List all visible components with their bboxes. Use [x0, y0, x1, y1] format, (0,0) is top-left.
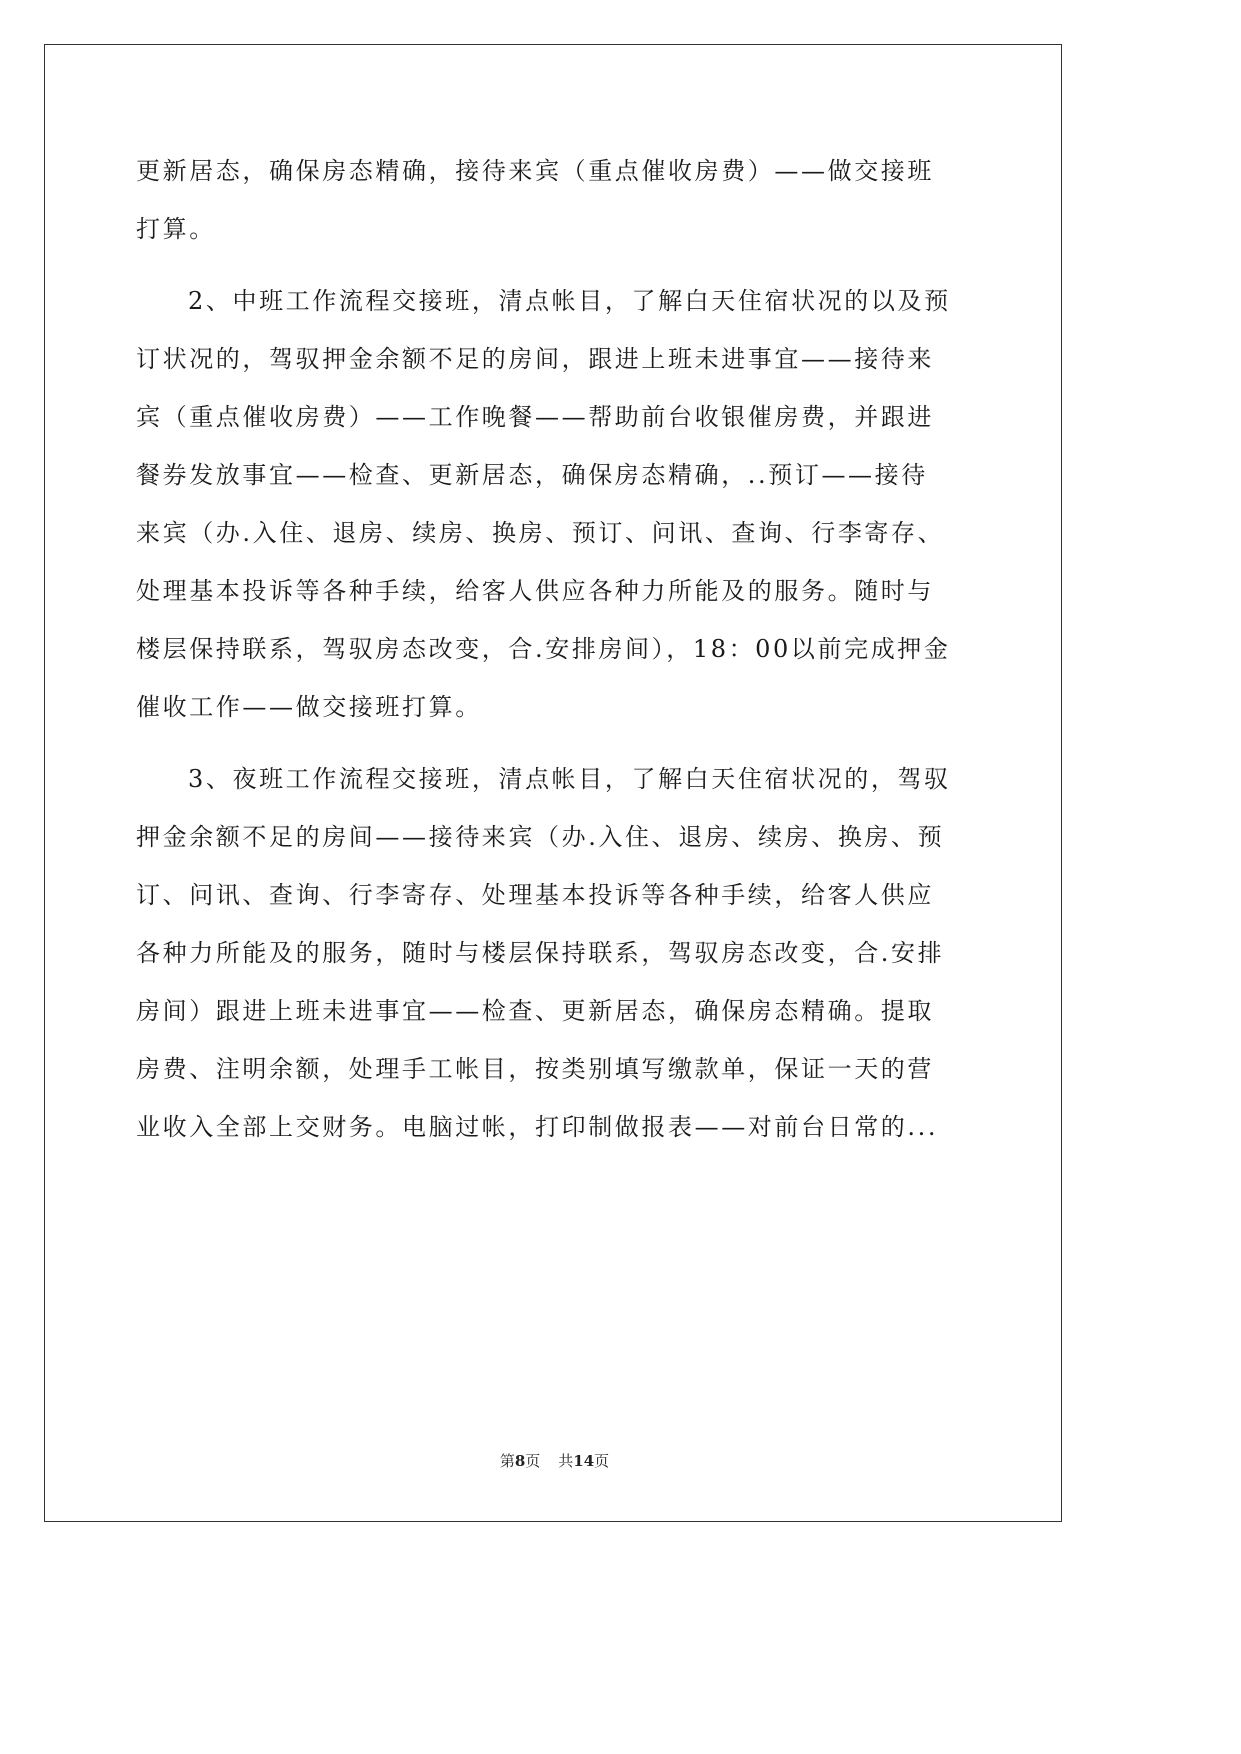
text-line: 订、问讯、查询、行李寄存、处理基本投诉等各种手续，给客人供应 — [136, 881, 934, 909]
footer-total-suffix: 页 — [594, 1452, 610, 1470]
text-line: 房间）跟进上班未进事宜——检查、更新居态，确保房态精确。提取 — [136, 997, 934, 1025]
text-line: 餐券发放事宜——检查、更新居态，确保房态精确，..预订——接待 — [136, 461, 928, 489]
page-footer — [0, 1450, 1109, 1471]
text-line: 宾（重点催收房费）——工作晚餐——帮助前台收银催房费，并跟进 — [136, 403, 934, 431]
text-line: 催收工作——做交接班打算。 — [136, 693, 482, 721]
text-line: 来宾（办.入住、退房、续房、换房、预订、问讯、查询、行李寄存、 — [136, 519, 945, 547]
text-line: 打算。 — [136, 215, 216, 243]
text-line: 各种力所能及的服务，随时与楼层保持联系，驾驭房态改变，合.安排 — [136, 939, 945, 967]
footer-page-suffix: 页 — [525, 1452, 541, 1470]
document-body — [136, 142, 976, 1156]
text-line: 房费、注明余额，处理手工帐目，按类别填写缴款单，保证一天的营 — [136, 1055, 934, 1083]
text-line: 处理基本投诉等各种手续，给客人供应各种力所能及的服务。随时与 — [136, 577, 934, 605]
footer-total-prefix: 共 — [558, 1452, 574, 1470]
total-pages: 14 — [573, 1452, 595, 1470]
text-line: 押金余额不足的房间——接待来宾（办.入住、退房、续房、换房、预 — [136, 823, 945, 851]
text-line: 楼层保持联系，驾驭房态改变，合.安排房间），18：00以前完成押金 — [136, 635, 951, 663]
footer-prefix: 第 — [499, 1452, 515, 1470]
text-line: 订状况的，驾驭押金余额不足的房间，跟进上班未进事宜——接待来 — [136, 345, 934, 373]
page-number: 8 — [514, 1452, 526, 1470]
text-line: 业收入全部上交财务。电脑过帐，打印制做报表——对前台日常的... — [136, 1113, 939, 1141]
paragraph-start-line: 3、夜班工作流程交接班，清点帐目，了解白天住宿状况的，驾驭 — [188, 765, 951, 793]
paragraph-start-line: 2、中班工作流程交接班，清点帐目，了解白天住宿状况的以及预 — [188, 287, 951, 315]
text-line: 更新居态，确保房态精确，接待来宾（重点催收房费）——做交接班 — [136, 157, 934, 185]
